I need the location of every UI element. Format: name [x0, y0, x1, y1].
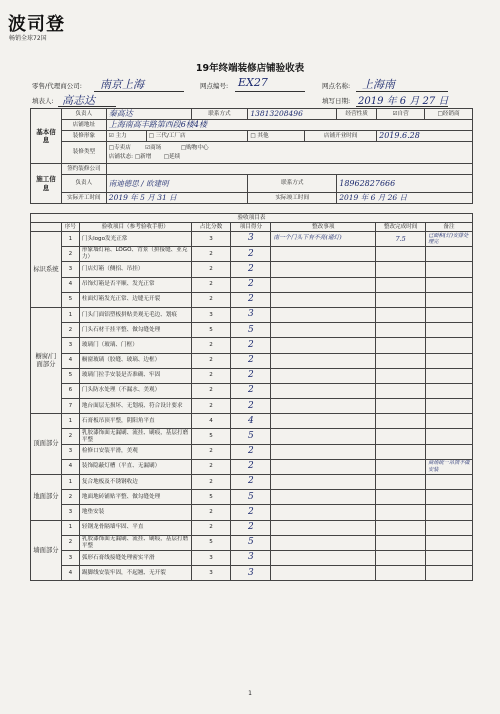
item-max-score: 4 — [191, 414, 231, 429]
checklist-title: 验收项目表 — [31, 214, 473, 223]
item-score: 3 — [231, 232, 271, 247]
group-label: 标识系统 — [31, 232, 62, 308]
item-done-time — [376, 429, 426, 444]
item-max-score: 3 — [191, 566, 231, 581]
item-score: 2 — [231, 383, 271, 398]
builder-contact-value: 18962827666 — [337, 175, 473, 193]
checklist-row — [31, 323, 473, 338]
type-option-store[interactable]: □专卖店 — [108, 144, 131, 151]
builder-manager-value: 南迪德思 / 欧建明 — [106, 175, 248, 193]
item-description: 门店灯箱（侧招、吊挂） — [79, 262, 191, 277]
item-score: 2 — [231, 368, 271, 383]
checklist-row — [31, 338, 473, 353]
item-done-time — [376, 459, 426, 474]
item-number: 3 — [61, 338, 79, 353]
address-label: 店铺地址 — [61, 120, 106, 131]
type-option-mall[interactable]: ☑商场 — [145, 144, 162, 151]
start-time-label: 实际开工时间 — [61, 193, 106, 204]
item-description: 门头防水处理（不漏水、美观） — [79, 383, 191, 398]
item-note — [426, 262, 473, 277]
item-issue — [271, 459, 376, 474]
item-description: 门头logo发光正常 — [79, 232, 191, 247]
mode-option-self[interactable]: ☑自营 — [377, 109, 425, 120]
date-label: 填写日期: — [322, 97, 351, 105]
item-issue — [271, 247, 376, 262]
item-issue — [271, 307, 376, 322]
item-score: 4 — [231, 414, 271, 429]
checklist-row — [31, 520, 473, 535]
item-score: 5 — [231, 535, 271, 550]
item-description: 检修口安装平滑，美观 — [79, 444, 191, 459]
col-header-score: 项目得分 — [231, 223, 271, 232]
item-issue — [271, 535, 376, 550]
item-score: 5 — [231, 323, 271, 338]
item-max-score: 3 — [191, 307, 231, 322]
item-issue — [271, 490, 376, 505]
builder-manager-label: 负责人 — [61, 175, 106, 193]
item-done-time — [376, 353, 426, 368]
status-label: 店铺状态: — [108, 153, 134, 160]
checklist-row — [31, 232, 473, 247]
item-note — [426, 566, 473, 581]
item-issue — [271, 262, 376, 277]
item-max-score: 2 — [191, 368, 231, 383]
item-description: 轻钢龙骨隔墙牢固、平直 — [79, 520, 191, 535]
item-max-score: 2 — [191, 475, 231, 490]
open-time-label: 店铺开业时间 — [305, 131, 377, 142]
item-score: 2 — [231, 262, 271, 277]
item-issue — [271, 277, 376, 292]
checklist-row — [31, 262, 473, 277]
contact-label: 联系方式 — [191, 109, 248, 120]
item-note — [426, 338, 473, 353]
item-description: 乳胶漆饰面无漏刷、流挂、刷痕，基层打磨平整 — [79, 535, 191, 550]
item-max-score: 2 — [191, 292, 231, 307]
item-number: 3 — [61, 444, 79, 459]
form-option-main[interactable]: ☑ 主力 — [106, 131, 146, 142]
col-header-max: 占比分数 — [191, 223, 231, 232]
item-note — [426, 247, 473, 262]
item-done-time — [376, 399, 426, 414]
col-header-no: 序号 — [61, 223, 79, 232]
manager-label: 负责人 — [61, 109, 106, 120]
item-description: 橱窗玻璃（胶缝、玻璃、边框） — [79, 353, 191, 368]
item-score: 2 — [231, 475, 271, 490]
item-max-score: 2 — [191, 505, 231, 520]
item-number: 2 — [61, 429, 79, 444]
item-note — [426, 444, 473, 459]
item-number: 1 — [61, 307, 79, 322]
item-issue — [271, 414, 376, 429]
form-title: 19年终端装修店铺验收表 — [195, 63, 305, 74]
col-header-done: 整改完成时间 — [376, 223, 426, 232]
company-value — [106, 164, 472, 175]
page-number: 1 — [248, 690, 252, 697]
checklist-row — [31, 307, 473, 322]
item-description: 玻璃门（玻璃、门框） — [79, 338, 191, 353]
item-description: 地面地砖铺贴平整、做勾缝处理 — [79, 490, 191, 505]
brand-logo: 波司登 — [8, 14, 65, 35]
group-label: 橱窗/门面部分 — [31, 307, 62, 413]
item-done-time — [376, 444, 426, 459]
checklist-row — [31, 505, 473, 520]
contact-value: 13813208496 — [248, 109, 337, 120]
item-done-time — [376, 247, 426, 262]
item-max-score: 2 — [191, 383, 231, 398]
basic-section-label: 基本信息 — [31, 109, 62, 164]
item-done-time — [376, 414, 426, 429]
brand-tagline: 畅销全球72国 — [9, 35, 47, 42]
item-score: 2 — [231, 459, 271, 474]
item-max-score: 5 — [191, 323, 231, 338]
address-value: 上海南高丰路第西段6楼4楼 — [106, 120, 472, 131]
item-note — [426, 368, 473, 383]
item-description: 石膏板吊顶平整，阴阳角平直 — [79, 414, 191, 429]
item-score: 2 — [231, 444, 271, 459]
type-option-center[interactable]: □购物中心 — [180, 144, 209, 151]
form-option-factory[interactable]: □ 三代/工厂店 — [146, 131, 248, 142]
item-note — [426, 399, 473, 414]
item-note — [426, 307, 473, 322]
agent-label: 零售/代理商公司: — [32, 82, 82, 90]
agent-value: 南京上海 — [100, 78, 144, 91]
item-issue — [271, 566, 376, 581]
checklist-row — [31, 429, 473, 444]
item-max-score: 2 — [191, 338, 231, 353]
item-score: 2 — [231, 399, 271, 414]
col-header-item: 验收项目（参考验收手册） — [79, 223, 191, 232]
item-number: 2 — [61, 535, 79, 550]
item-description: 门头门面铝塑板拼贴美观无毛边、划痕 — [79, 307, 191, 322]
item-done-time — [376, 368, 426, 383]
item-done-time — [376, 323, 426, 338]
store-name-label: 网点名称: — [322, 82, 351, 90]
builder-contact-label: 联系方式 — [248, 175, 337, 193]
item-max-score: 2 — [191, 399, 231, 414]
item-issue — [271, 475, 376, 490]
item-description: 吊饰灯箱是否平顺、发光正常 — [79, 277, 191, 292]
item-done-time — [376, 520, 426, 535]
group-label: 地面部分 — [31, 475, 62, 521]
item-number: 3 — [61, 505, 79, 520]
checklist-row — [31, 566, 473, 581]
inspector-label: 填表人: — [32, 97, 54, 105]
item-number: 6 — [61, 383, 79, 398]
checklist-row — [31, 550, 473, 565]
item-note — [426, 535, 473, 550]
item-number: 4 — [61, 353, 79, 368]
item-done-time — [376, 505, 426, 520]
item-note — [426, 550, 473, 565]
item-done-time — [376, 277, 426, 292]
item-done-time — [376, 338, 426, 353]
col-header-issue: 整改事项 — [271, 223, 376, 232]
item-description: 地台面层无损坏、无划痕、符合设计要求 — [79, 399, 191, 414]
item-score: 5 — [231, 429, 271, 444]
item-note — [426, 414, 473, 429]
checklist-row — [31, 490, 473, 505]
item-issue — [271, 429, 376, 444]
mode-label: 经营性质 — [337, 109, 377, 120]
item-score: 2 — [231, 247, 271, 262]
end-time-value: 2019 年 6 月 26 日 — [337, 193, 473, 204]
type-label: 装修类型 — [61, 142, 106, 164]
company-label: 签约装修公司 — [61, 164, 106, 175]
item-issue — [271, 399, 376, 414]
form-label: 装修形象 — [61, 131, 106, 142]
item-note — [426, 383, 473, 398]
open-time-value: 2019.6.28 — [377, 131, 473, 142]
item-issue — [271, 323, 376, 338]
item-note — [426, 505, 473, 520]
item-issue — [271, 550, 376, 565]
item-score: 3 — [231, 307, 271, 322]
item-issue — [271, 520, 376, 535]
item-score: 3 — [231, 550, 271, 565]
checklist-row — [31, 247, 473, 262]
item-issue — [271, 368, 376, 383]
checklist-row — [31, 535, 473, 550]
status-option-new[interactable]: □新增 — [134, 153, 152, 160]
item-description: 乳胶漆饰面无漏刷、流挂、刷痕，基层打磨平整 — [79, 429, 191, 444]
item-done-time — [376, 383, 426, 398]
item-max-score: 2 — [191, 277, 231, 292]
checklist-table — [30, 213, 473, 581]
item-number: 4 — [61, 277, 79, 292]
item-number: 5 — [61, 292, 79, 307]
checklist-row — [31, 292, 473, 307]
item-description: 柱面灯箱发光正常、边缝无开裂 — [79, 292, 191, 307]
item-number: 1 — [61, 475, 79, 490]
manager-value: 秦高达 — [106, 109, 191, 120]
status-option-continue[interactable]: □延续 — [163, 153, 181, 160]
item-done-time — [376, 292, 426, 307]
info-table — [30, 108, 473, 204]
item-done-time — [376, 475, 426, 490]
item-score: 2 — [231, 292, 271, 307]
store-code-label: 网点编号: — [200, 82, 229, 90]
item-issue — [271, 292, 376, 307]
col-header-note: 备注 — [426, 223, 473, 232]
group-label: 墙面部分 — [31, 520, 62, 581]
item-number: 7 — [61, 399, 79, 414]
store-code-value: EX27 — [238, 76, 268, 89]
item-number: 2 — [61, 247, 79, 262]
item-description: 踢脚线安装牢固，不起翘、无开裂 — [79, 566, 191, 581]
end-time-label: 实际竣工时间 — [248, 193, 337, 204]
item-max-score: 3 — [191, 232, 231, 247]
store-name-value: 上海南 — [362, 78, 395, 91]
item-max-score: 2 — [191, 444, 231, 459]
item-issue — [271, 338, 376, 353]
checklist-row — [31, 459, 473, 474]
start-time-value: 2019 年 5 月 31 日 — [106, 193, 248, 204]
group-label: 顶面部分 — [31, 414, 62, 475]
item-note: 已面积(灯)安排处理完 — [426, 232, 473, 247]
item-issue — [271, 444, 376, 459]
mode-option-dealer[interactable]: □经销商 — [425, 109, 473, 120]
item-description: 地垫安装 — [79, 505, 191, 520]
item-max-score: 5 — [191, 535, 231, 550]
construction-section-label: 施工信息 — [31, 164, 62, 204]
item-note — [426, 475, 473, 490]
item-done-time: 7.5 — [376, 232, 426, 247]
date-value: 2019 年 6 月 27 日 — [358, 96, 449, 107]
item-number: 1 — [61, 232, 79, 247]
checklist-row — [31, 444, 473, 459]
item-number: 1 — [61, 520, 79, 535]
item-description: 装饰隐蔽灯槽（平直、无漏刷） — [79, 459, 191, 474]
item-description: 玻璃门拉手安装是否准确、牢固 — [79, 368, 191, 383]
item-note — [426, 520, 473, 535]
item-number: 1 — [61, 414, 79, 429]
item-max-score: 2 — [191, 459, 231, 474]
item-max-score: 2 — [191, 247, 231, 262]
item-note — [426, 292, 473, 307]
item-done-time — [376, 566, 426, 581]
checklist-row — [31, 277, 473, 292]
item-issue — [271, 505, 376, 520]
item-issue — [271, 383, 376, 398]
item-done-time — [376, 550, 426, 565]
item-done-time — [376, 307, 426, 322]
item-description: 弧形石膏线接缝处理密实平滑 — [79, 550, 191, 565]
item-note — [426, 429, 473, 444]
item-score: 2 — [231, 353, 271, 368]
checklist-row — [31, 399, 473, 414]
item-done-time — [376, 490, 426, 505]
checklist-row — [31, 368, 473, 383]
item-note: 商场统一吊顶不做安装 — [426, 459, 473, 474]
item-max-score: 2 — [191, 520, 231, 535]
item-max-score: 3 — [191, 550, 231, 565]
form-option-other[interactable]: □ 其他 — [248, 131, 305, 142]
item-issue: 南一个门头下有不亮(通灯) — [271, 232, 376, 247]
item-number: 4 — [61, 566, 79, 581]
item-description: 形象墙灯箱、LOGO、背景（拼接缝、亚克力） — [79, 247, 191, 262]
item-number: 5 — [61, 368, 79, 383]
item-done-time — [376, 262, 426, 277]
checklist-row — [31, 383, 473, 398]
item-score: 2 — [231, 277, 271, 292]
item-issue — [271, 353, 376, 368]
item-max-score: 2 — [191, 353, 231, 368]
item-score: 2 — [231, 338, 271, 353]
item-note — [426, 490, 473, 505]
item-score: 3 — [231, 566, 271, 581]
item-number: 4 — [61, 459, 79, 474]
inspector-value: 高志达 — [62, 94, 95, 107]
checklist-row — [31, 414, 473, 429]
item-max-score: 2 — [191, 262, 231, 277]
checklist-row — [31, 353, 473, 368]
item-number: 2 — [61, 323, 79, 338]
item-note — [426, 323, 473, 338]
item-number: 3 — [61, 550, 79, 565]
item-description: 复合地板及不锈钢收边 — [79, 475, 191, 490]
item-done-time — [376, 535, 426, 550]
item-number: 3 — [61, 262, 79, 277]
item-score: 5 — [231, 490, 271, 505]
item-note — [426, 277, 473, 292]
item-score: 2 — [231, 520, 271, 535]
item-max-score: 5 — [191, 490, 231, 505]
item-max-score: 5 — [191, 429, 231, 444]
item-score: 2 — [231, 505, 271, 520]
item-number: 2 — [61, 490, 79, 505]
item-description: 门头石材干挂平整、做勾缝处理 — [79, 323, 191, 338]
checklist-row — [31, 475, 473, 490]
item-note — [426, 353, 473, 368]
